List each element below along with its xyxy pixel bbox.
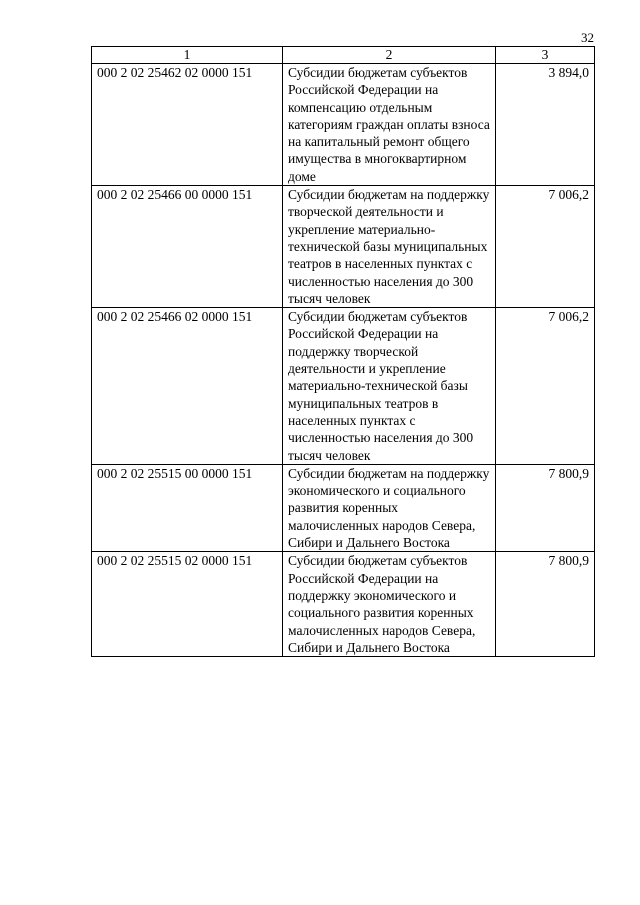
table-row: [92, 552, 595, 657]
budget-code-cell: 000 2 02 25466 00 0000 151: [92, 186, 283, 308]
description-cell: Субсидии бюджетам субъектов Российской Федерации на поддержку экономического и социального развития коренных малочисленных народов Севера, Сибири и Дальнего Востока: [283, 552, 496, 657]
description-cell: Субсидии бюджетам на поддержку творческой деятельности и укрепление материально-технической базы муниципальных театров в населенных пунктах с численностью населения до 300 тысяч человек: [283, 186, 496, 308]
table-row: [92, 464, 595, 551]
page-number: 32: [581, 30, 594, 45]
budget-code-cell: 000 2 02 25515 02 0000 151: [92, 552, 283, 657]
description-cell: Субсидии бюджетам на поддержку экономического и социального развития коренных малочисленных народов Севера, Сибири и Дальнего Востока: [283, 464, 496, 551]
amount-cell: 7 006,2: [496, 186, 595, 308]
table-row: [92, 308, 595, 465]
amount-cell: 7 800,9: [496, 552, 595, 657]
column-header-description: 2: [283, 47, 496, 64]
amount-cell: 7 006,2: [496, 308, 595, 465]
budget-code-cell: 000 2 02 25462 02 0000 151: [92, 64, 283, 186]
budget-code-cell: 000 2 02 25515 00 0000 151: [92, 464, 283, 551]
column-header-amount: 3: [496, 47, 595, 64]
table-header-row: [92, 47, 595, 64]
budget-revenue-table: [91, 46, 595, 657]
table-row: [92, 186, 595, 308]
description-cell: Субсидии бюджетам субъектов Российской Федерации на компенсацию отдельным категориям граждан оплаты взноса на капитальный ремонт общего имущества в многоквартирном доме: [283, 64, 496, 186]
table-row: [92, 64, 595, 186]
description-cell: Субсидии бюджетам субъектов Российской Федерации на поддержку творческой деятельности и укрепление материально-технической базы муниципальных театров в населенных пунктах с численностью населения до 300 тысяч человек: [283, 308, 496, 465]
amount-cell: 3 894,0: [496, 64, 595, 186]
amount-cell: 7 800,9: [496, 464, 595, 551]
budget-code-cell: 000 2 02 25466 02 0000 151: [92, 308, 283, 465]
column-header-code: 1: [92, 47, 283, 64]
